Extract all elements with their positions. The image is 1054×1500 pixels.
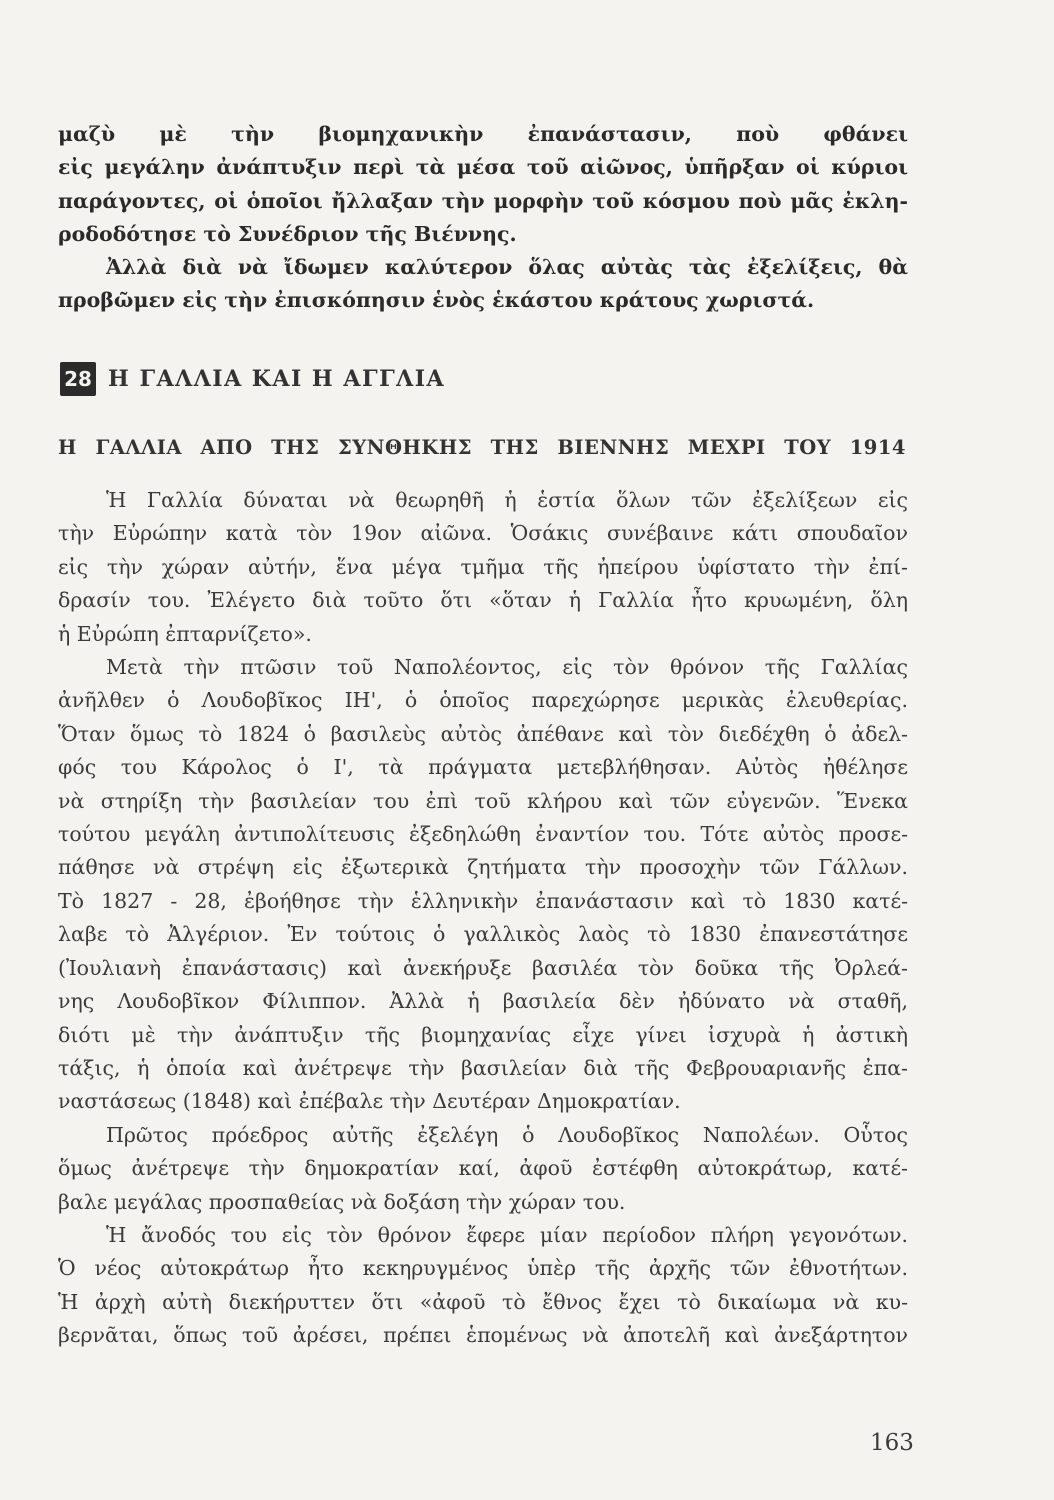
body-line: εἰς τὴν χώραν αὐτήν, ἕνα μέγα τμῆμα τῆς ἠπείρου ὑφίστατο τὴν ἐπί- (58, 554, 908, 579)
body-line: νης Λουδοβῖκον Φίλιππον. Ἀλλὰ ἡ βασιλεία δὲν ἠδύνατο νὰ σταθῆ, (58, 989, 908, 1014)
body-line: Ἡ ἄνοδός του εἰς τὸν θρόνον ἔφερε μίαν περίοδον πλήρη γεγονότων. (106, 1222, 908, 1247)
body-line: τὴν Εὐρώπην κατὰ τὸν 19ον αἰῶνα. Ὁσάκις συνέβαινε κάτι σπουδαῖον (58, 521, 908, 546)
intro-line: Ἀλλὰ διὰ νὰ ἴδωμεν καλύτερον ὅλας αὐτὰς τὰς ἐξελίξεις, θὰ (106, 255, 908, 280)
body-text (58, 484, 908, 1353)
body-line: Ἡ Γαλλία δύναται νὰ θεωρηθῆ ἡ ἑστία ὅλων τῶν ἐξελίξεων εἰς (106, 488, 908, 512)
body-line: ναστάσεως (1848) καὶ ἐπέβαλε τὴν Δευτέραν Δημοκρατίαν. (58, 1089, 681, 1114)
intro-line: προβῶμεν εἰς τὴν ἐπισκόπησιν ἑνὸς ἑκάστου κράτους χωριστά. (58, 288, 815, 313)
body-line: βερνᾶται, ὅπως τοῦ ἀρέσει, πρέπει ἑπομένως νὰ ἀποτελῆ καὶ ἀνεξάρτητον (58, 1323, 908, 1348)
body-line: πάθησε νὰ στρέψη εἰς ἐξωτερικὰ ζητήματα τὴν προσοχὴν τῶν Γάλλων. (58, 855, 908, 880)
body-line: τούτου μεγάλη ἀντιπολίτευσις ἐξεδηλώθη ἐναντίον του. Τότε αὐτὸς προσε- (58, 822, 908, 847)
body-line: Ἡ ἀρχὴ αὐτὴ διεκήρυττεν ὅτι «ἀφοῦ τὸ ἔθνος ἔχει τὸ δικαίωμα νὰ κυ- (58, 1289, 908, 1314)
intro-line: ροδοδότησε τὸ Συνέδριον τῆς Βιέννης. (58, 221, 517, 246)
intro-line: παράγοντες, οἱ ὁποῖοι ἤλλαξαν τὴν μορφὴν τοῦ κόσμου ποὺ μᾶς ἐκλη- (58, 188, 908, 213)
body-line: ἀνῆλθεν ὁ Λουδοβῖκος ΙΗ', ὁ ὁποῖος παρεχώρησε μερικὰς ἐλευθερίας. (58, 688, 908, 713)
body-line: Ὅταν ὅμως τὸ 1824 ὁ βασιλεὺς αὐτὸς ἀπέθανε καὶ τὸν διεδέχθη ὁ ἀδελ- (58, 721, 908, 746)
body-line: νὰ στηρίξη τὴν βασιλείαν του ἐπὶ τοῦ κλήρου καὶ τῶν εὐγενῶν. Ἕνεκα (58, 788, 908, 813)
body-line: ὅμως ἀνέτρεψε τὴν δημοκρατίαν καί, ἀφοῦ ἐστέφθη αὐτοκράτωρ, κατέ- (58, 1156, 908, 1181)
body-line: φός του Κάρολος ὁ Ι', τὰ πράγματα μετεβλήθησαν. Αὐτὸς ἠθέλησε (58, 755, 908, 780)
page-number: 163 (870, 1430, 914, 1456)
body-line: διότι μὲ τὴν ἀνάπτυξιν τῆς βιομηχανίας εἶχε γίνει ἰσχυρὰ ἡ ἀστικὴ (58, 1022, 908, 1047)
intro-line: εἰς μεγάλην ἀνάπτυξιν περὶ τὰ μέσα τοῦ αἰῶνος, ὑπῆρξαν οἱ κύριοι (58, 155, 908, 180)
body-line: Ὁ νέος αὐτοκράτωρ ἦτο κεκηρυγμένος ὑπὲρ τῆς ἀρχῆς τῶν ἐθνοτήτων. (58, 1256, 908, 1281)
body-line: Μετὰ τὴν πτῶσιν τοῦ Ναπολέοντος, εἰς τὸν θρόνον τῆς Γαλλίας (106, 655, 908, 680)
intro-line: μαζὺ μὲ τὴν βιομηχανικὴν ἐπανάστασιν, ποὺ φθάνει (58, 122, 908, 146)
body-line: βαλε μεγάλας προσπαθείας νὰ δοξάση τὴν χώραν του. (58, 1189, 626, 1214)
body-line: λαβε τὸ Ἀλγέριον. Ἐν τούτοις ὁ γαλλικὸς λαὸς τὸ 1830 ἐπανεστάτησε (58, 922, 908, 947)
body-line: τάξις, ἡ ὁποία καὶ ἀνέτρεψε τὴν βασιλείαν διὰ τῆς Φεβρουαριανῆς ἐπα- (58, 1055, 908, 1080)
body-line: δρασίν του. Ἐλέγετο διὰ τοῦτο ὅτι «ὅταν ἡ Γαλλία ἦτο κρυωμένη, ὅλη (58, 588, 908, 613)
section-subtitle: Η ΓΑΛΛΙΑ ΑΠΟ ΤΗΣ ΣΥΝΘΗΚΗΣ ΤΗΣ ΒΙΕΝΝΗΣ ΜΕΧΡΙ ΤΟΥ 1914 (58, 436, 906, 459)
section-heading (60, 362, 445, 396)
body-line: (Ἰουλιανὴ ἐπανάστασις) καὶ ἀνεκήρυξε βασιλέα τὸν δοῦκα τῆς Ὀρλεά- (58, 955, 908, 980)
body-line: Τὸ 1827 - 28, ἐβοήθησε τὴν ἑλληνικὴν ἐπανάστασιν καὶ τὸ 1830 κατέ- (58, 888, 908, 913)
intro-paragraph (58, 118, 908, 318)
section-number-badge: 28 (60, 362, 96, 396)
section-title: Η ΓΑΛΛΙΑ ΚΑΙ Η ΑΓΓΛΙΑ (108, 366, 446, 392)
body-line: ἡ Εὐρώπη ἐπταρνίζετο». (58, 621, 312, 646)
body-line: Πρῶτος πρόεδρος αὐτῆς ἐξελέγη ὁ Λουδοβῖκος Ναπολέων. Οὗτος (106, 1122, 908, 1147)
